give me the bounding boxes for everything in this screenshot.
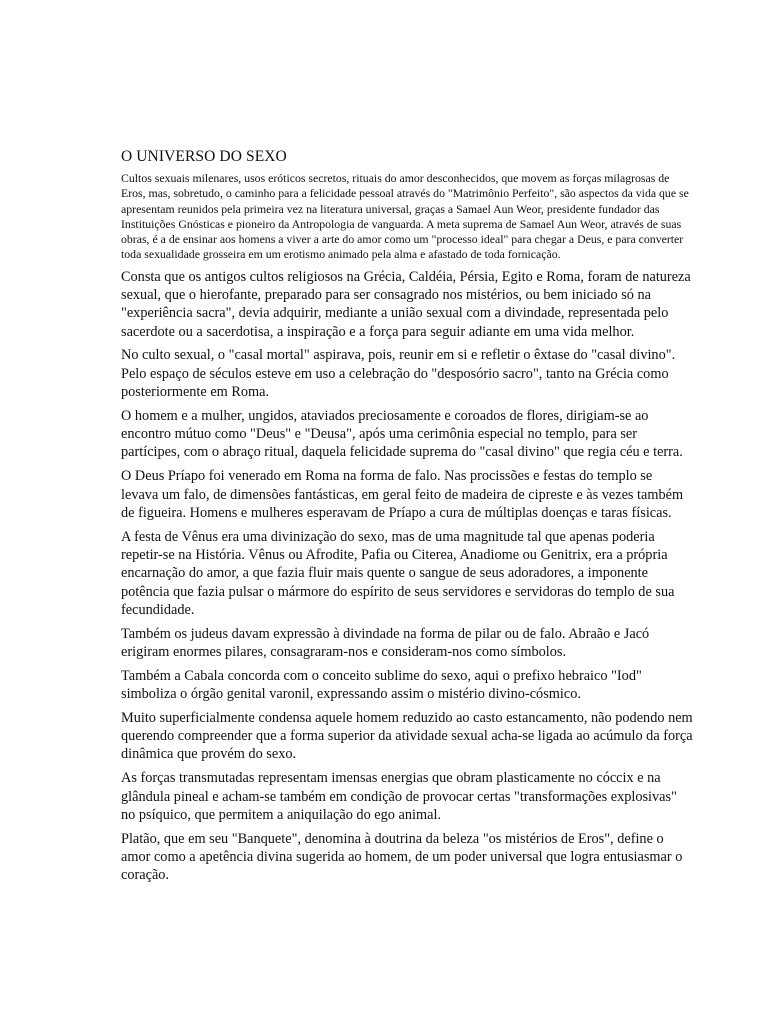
body-paragraph: No culto sexual, o "casal mortal" aspirava, pois, reunir em si e refletir o êxtase do "casal divino". Pelo espaço de séculos esteve em uso a celebração do "desposório sacro", tanto na Grécia como posteriormente em Roma.	[121, 347, 676, 401]
body-paragraph: Platão, que em seu "Banquete", denomina à doutrina da beleza "os mistérios de Eros", define o amor como a apetência divina sugerida ao homem, de um poder universal que logra entusiasmar o coração.	[121, 830, 683, 884]
body-paragraph: As forças transmutadas representam imensas energias que obram plasticamente no cóccix e na glândula pineal e acham-se também em condição de provocar certas "transformações explosivas" no psíquico, que permitem a aniquilação do ego animal.	[121, 770, 677, 823]
body-paragraph: A festa de Vênus era uma divinização do sexo, mas de uma magnitude tal que apenas poderia repetir-se na História. Vênus ou Afrodite, Pafia ou Citerea, Anadiome ou Genitrix, era a própria encarnação do amor, a que fazia fluir mais quente o sangue de seus adoradores, a imponente potência que fazia pulsar o mármore do espírito de seus servidores e servidoras do templo de sua fecundidade.	[121, 528, 675, 618]
body-paragraph: Também a Cabala concorda com o conceito sublime do sexo, aqui o prefixo hebraico "Iod" simboliza o órgão genital varonil, expressando assim o mistério divino-cósmico.	[121, 667, 642, 703]
body-paragraph: Consta que os antigos cultos religiosos na Grécia, Caldéia, Pérsia, Egito e Roma, foram de natureza sexual, que o hierofante, preparado para ser consagrado nos mistérios, ou bem iniciado só na "experiência sacra", devia adquirir, mediante a união sexual com a divindade, representada pelo sacerdote ou a sacerdotisa, a inspiração e a força para seguir adiante em uma vida melhor.	[121, 268, 691, 340]
document-body	[121, 147, 693, 890]
body-paragraph: Também os judeus davam expressão à divindade na forma de pilar ou de falo. Abraão e Jacó erigiram enormes pilares, consagraram-nos e consideram-nos como símbolos.	[121, 625, 650, 660]
abstract-paragraph: Cultos sexuais milenares, usos eróticos secretos, rituais do amor desconhecidos, que movem as forças milagrosas de Eros, mas, sobretudo, o caminho para a felicidade pessoal através do "Matrimônio Perfeito", são aspectos da vida que se apresentam reunidos pela primeira vez na literatura universal, graças a Samael Aun Weor, presidente fundador das Instituições Gnósticas e pioneiro da Antropologia de vanguarda. A meta suprema de Samael Aun Weor, através de suas obras, é a de ensinar aos homens a viver a arte do amor como um "processo ideal" para chegar a Deus, e para converter toda sexualidade grosseira em um erotismo animado pela alma e afastado de toda fornicação.	[121, 171, 689, 262]
body-paragraph: Muito superficialmente condensa aquele homem reduzido ao casto estancamento, não podendo nem querendo compreender que a forma superior da atividade sexual acha-se ligada ao acúmulo da força dinâmica que provém do sexo.	[121, 709, 693, 763]
body-paragraph: O Deus Príapo foi venerado em Roma na forma de falo. Nas procissões e festas do templo se levava um falo, de dimensões fantásticas, em geral feito de madeira de cipreste e às vezes também de figueira. Homens e mulheres esperavam de Príapo a cura de múltiplas doenças e taras físicas.	[121, 468, 684, 521]
document-title: O UNIVERSO DO SEXO	[121, 148, 287, 165]
body-paragraph: O homem e a mulher, ungidos, ataviados preciosamente e coroados de flores, dirigiam-se ao encontro mútuo como "Deus" e "Deusa", após uma cerimônia especial no templo, para ser partícipes, com o abraço ritual, daquela felicidade suprema do "casal divino" que regia céu e terra.	[121, 407, 683, 461]
